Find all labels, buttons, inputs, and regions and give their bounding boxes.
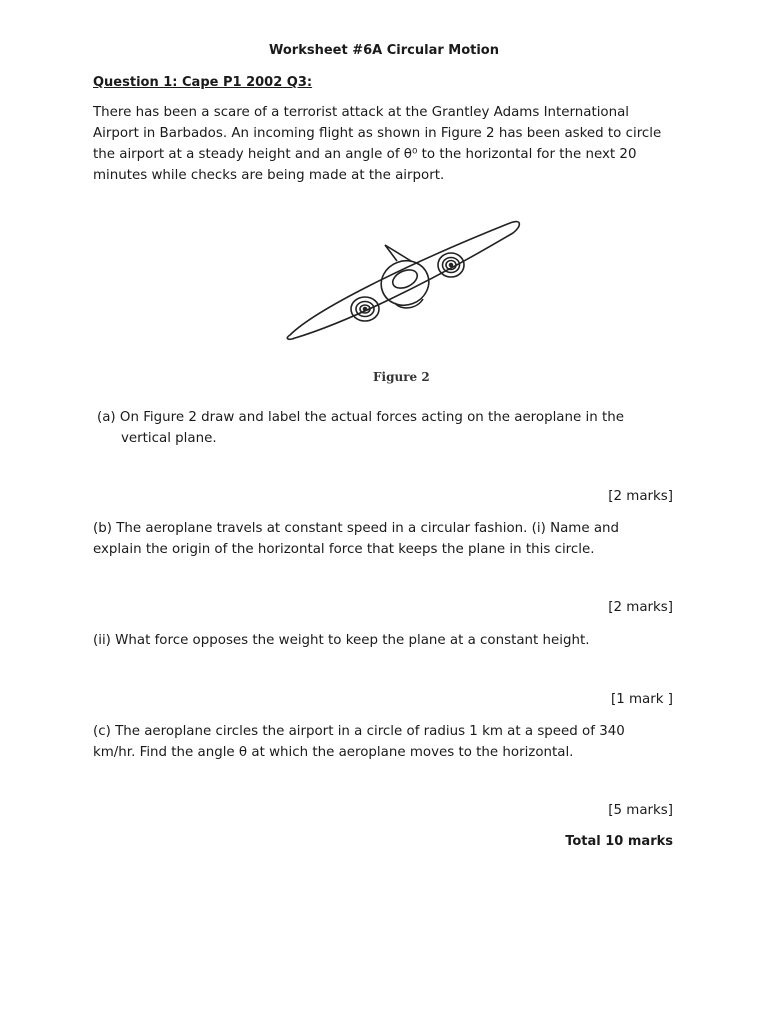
marks-part-b: [2 marks] — [608, 600, 673, 615]
part-c-line: km/hr. Find the angle θ at which the aeroplane moves to the horizontal. — [93, 745, 574, 760]
figure-2-aeroplane — [225, 195, 543, 395]
figure-caption: Figure 2 — [373, 370, 430, 384]
intro-line: minutes while checks are being made at the airport. — [93, 168, 445, 183]
question-part-b-ii: (ii) What force opposes the weight to keep the plane at a constant height. — [93, 633, 590, 648]
marks-part-b-ii: [1 mark ] — [611, 692, 673, 707]
question-part-b — [93, 518, 678, 560]
marks-part-c: [5 marks] — [608, 803, 673, 818]
intro-line: Airport in Barbados. An incoming flight as shown in Figure 2 has been asked to circle — [93, 126, 662, 141]
worksheet-title: Worksheet #6A Circular Motion — [268, 43, 499, 58]
part-a-line: vertical plane. — [121, 431, 217, 446]
intro-paragraph — [93, 102, 678, 186]
part-c-line: (c) The aeroplane circles the airport in a circle of radius 1 km at a speed of 340 — [93, 724, 625, 739]
intro-line: There has been a scare of a terrorist attack at the Grantley Adams International — [93, 105, 630, 120]
question-part-a — [97, 407, 667, 449]
tail-fin — [385, 245, 411, 261]
question-heading: Question 1: Cape P1 2002 Q3: — [93, 75, 313, 90]
part-b-line: (b) The aeroplane travels at constant speed in a circular fashion. (i) Name and — [93, 521, 620, 536]
fuselage — [375, 254, 435, 312]
aeroplane-drawing — [225, 195, 543, 395]
intro-line: the airport at a steady height and an angle of θ⁰ to the horizontal for the next 20 — [93, 147, 637, 162]
cockpit — [390, 266, 420, 291]
part-a-line: (a) On Figure 2 draw and label the actual forces acting on the aeroplane in the — [97, 410, 624, 425]
marks-part-a: [2 marks] — [608, 489, 673, 504]
part-b-line: explain the origin of the horizontal force that keeps the plane in this circle. — [93, 542, 595, 557]
wing-outline — [287, 222, 519, 340]
total-marks: Total 10 marks — [565, 834, 673, 849]
question-part-c — [93, 721, 678, 763]
